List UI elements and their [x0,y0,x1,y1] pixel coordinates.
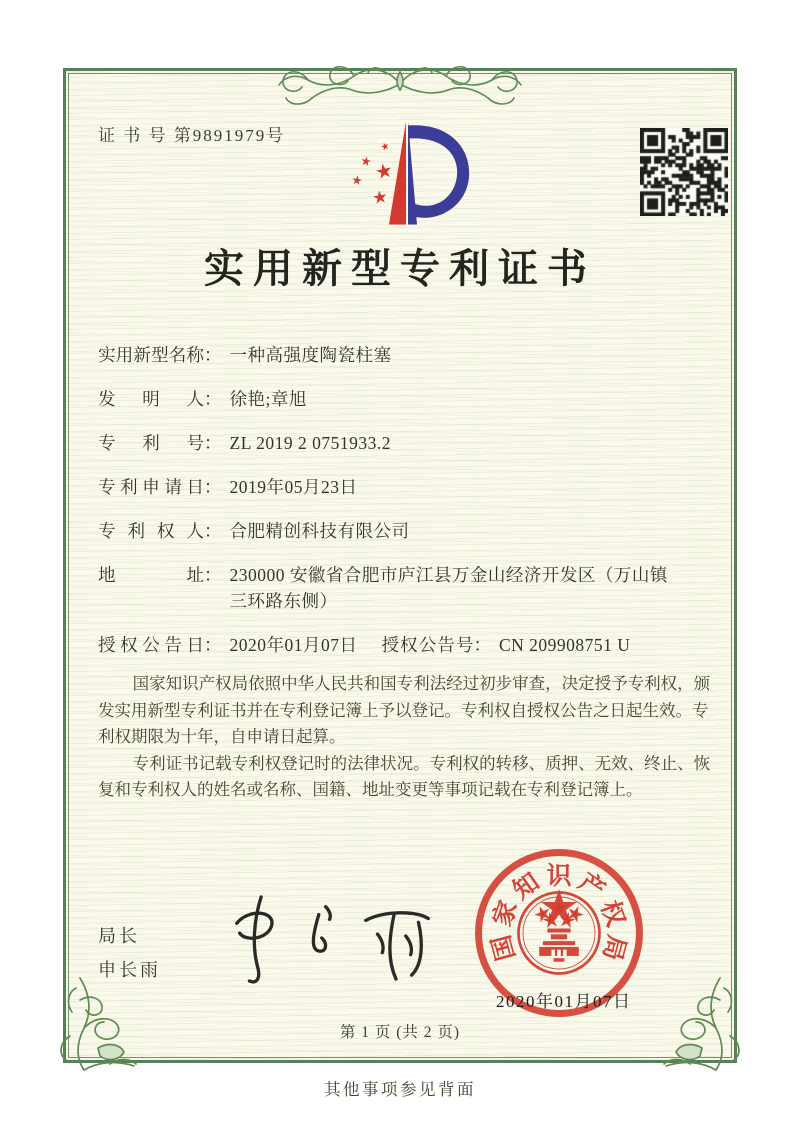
field-row [98,518,712,544]
field-value: CN 209908751 U [499,635,631,655]
legal-text [98,671,712,804]
field-colon: ： [204,345,222,365]
seal-character: 识 [546,863,572,890]
field-value: 合肥精创科技有限公司 [229,521,410,541]
field-value: 2020年01月07日 [229,635,358,655]
national-emblem-icon [514,888,604,978]
field-colon: ： [473,635,491,655]
field-label: 专 利 申 请 日 [98,477,204,497]
cnipa-logo-icon [338,115,478,233]
corner-flourish-icon [50,976,146,1076]
top-flourish-icon [276,54,524,112]
seal-character: 权 [595,897,630,931]
certificate-frame [63,68,737,1063]
field-label: 专 利 权 人 [98,521,204,541]
legal-paragraph: 专利证书记载专利权登记时的法律状况。专利权的转移、质押、无效、终止、恢复和专利权人的姓名或名称、国籍、地址变更等事项记载在专利登记簿上。 [98,753,711,799]
seal-character: 家 [488,897,523,931]
fields [98,342,712,676]
signer-name: 申长雨 [98,960,161,980]
field-value: 一种高强度陶瓷柱塞 [229,345,392,365]
field-label: 发 明 人 [98,389,204,409]
seal-character: 国 [488,932,521,964]
field-label: 专 利 号 [98,433,204,453]
legal-paragraph: 国家知识产权局依照中华人民共和国专利法经过初步审查，决定授予专利权，颁发实用新型专利证书并在专利登记簿上予以登记。专利权自授权公告之日起生效。专利权期限为十年，自申请日起算。 [98,674,711,746]
field-colon: ： [204,565,222,585]
director-signature-icon [224,889,439,987]
seal-character: 局 [597,932,630,964]
field-value: ZL 2019 2 0751933.2 [229,433,391,453]
field-row [98,430,712,456]
field-row [98,342,712,368]
field-row [98,474,712,500]
qr-code [640,128,728,216]
corner-flourish-icon [654,976,750,1076]
field-value: 徐艳;章旭 [229,389,307,409]
field-colon: ： [204,477,222,497]
field-label: 地 址 [98,565,204,585]
certificate-title: 实用新型专利证书 [204,246,596,291]
seal-character: 知 [508,868,545,905]
seal-date: 2020年01月07日 [496,992,632,1011]
field-colon: ： [204,521,222,541]
field-value: 230000 安徽省合肥市庐江县万金山经济开发区（万山镇三环路东侧） [229,565,668,611]
signer-title: 局长 [98,926,140,946]
field-value: 2019年05月23日 [229,477,358,497]
back-note: 其他事项参见背面 [324,1080,476,1099]
certificate-number: 证 书 号 第9891979号 [98,126,286,145]
seal-character: 产 [573,868,610,905]
page-number: 第 1 页 (共 2 页) [339,1024,461,1041]
field-label: 授 权 公 告 号 [381,635,474,655]
field-row [98,562,712,614]
field-colon: ： [204,433,222,453]
field-colon: ： [204,389,222,409]
field-label: 实 用 新 型 名 称 [98,345,204,365]
field-row [98,386,712,412]
field-label: 授 权 公 告 日 [98,635,204,655]
field-colon: ： [204,635,222,655]
field-row [98,632,712,658]
